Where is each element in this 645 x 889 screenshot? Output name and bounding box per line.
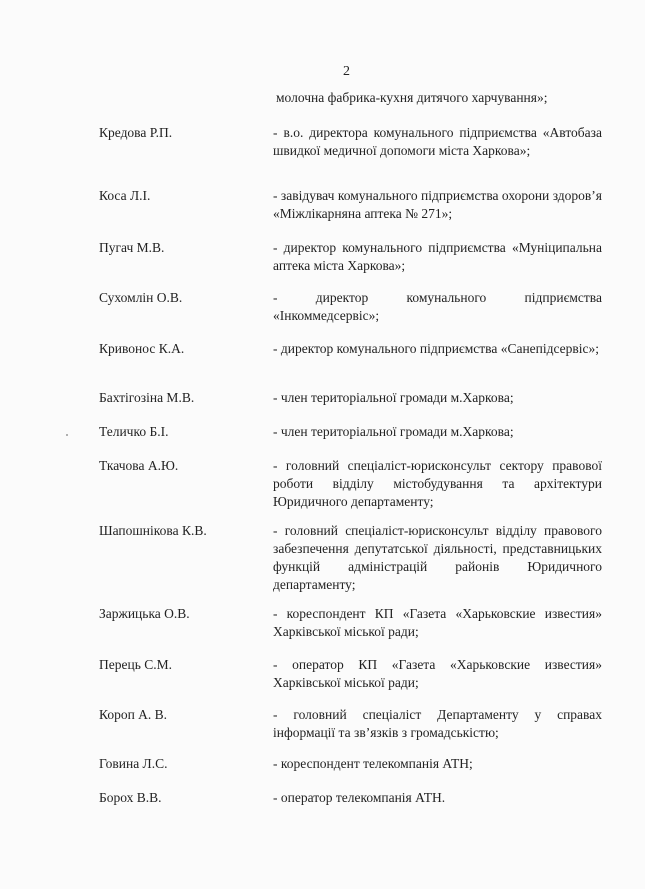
person-name: Пугач М.В. [99, 240, 165, 255]
page-number: 2 [343, 64, 350, 79]
person-name: Коса Л.І. [99, 188, 151, 203]
person-role: - член територіальної громади м.Харкова; [273, 390, 514, 405]
person-name: Говина Л.С. [99, 756, 168, 771]
person-role: - кореспондент КП «Газета «Харьковские известия» Харківської міської ради; [273, 606, 602, 639]
person-role: - кореспондент телекомпанія АТН; [273, 756, 473, 771]
person-role: - завідувач комунального підприємства охорони здоров’я «Міжлікарняна аптека № 271»; [273, 188, 602, 221]
person-role: - член територіальної громади м.Харкова; [273, 424, 514, 439]
continuation-text: молочна фабрика-кухня дитячого харчування»; [276, 90, 548, 105]
scan-speck [66, 434, 68, 436]
person-name: Борох В.В. [99, 790, 162, 805]
person-role: - директор комунального підприємства «Інкоммедсервіс»; [273, 290, 602, 323]
person-role: - головний спеціаліст-юрисконсульт відділу правового забезпечення депутатської діяльності, представницьких функцій адміністрацій районів Юридичного департаменту; [273, 523, 602, 592]
person-name: Кривонос К.А. [99, 341, 185, 356]
person-role: - оператор телекомпанія АТН. [273, 790, 446, 805]
person-name: Шапошнікова К.В. [99, 523, 207, 538]
person-name: Кредова Р.П. [99, 125, 173, 140]
person-role: - головний спеціаліст Департаменту у справах інформації та зв’язків з громадськістю; [273, 707, 602, 740]
person-name: Бахтігозіна М.В. [99, 390, 195, 405]
person-role: - в.о. директора комунального підприємства «Автобаза швидкої медичної допомоги міста Харкова»; [273, 125, 602, 158]
person-name: Заржицька О.В. [99, 606, 190, 621]
person-name: Теличко Б.І. [99, 424, 169, 439]
person-name: Ткачова А.Ю. [99, 458, 179, 473]
person-role: - директор комунального підприємства «Санепідсервіс»; [273, 341, 600, 356]
person-role: - директор комунального підприємства «Муніципальна аптека міста Харкова»; [273, 240, 602, 273]
person-role: - головний спеціаліст-юрисконсульт сектору правової роботи відділу містобудування та архітектури Юридичного департаменту; [273, 458, 602, 509]
person-name: Короп А. В. [99, 707, 168, 722]
person-role: - оператор КП «Газета «Харьковские известия» Харківської міської ради; [273, 657, 602, 690]
person-name: Перець С.М. [99, 657, 172, 672]
person-name: Сухомлін О.В. [99, 290, 183, 305]
